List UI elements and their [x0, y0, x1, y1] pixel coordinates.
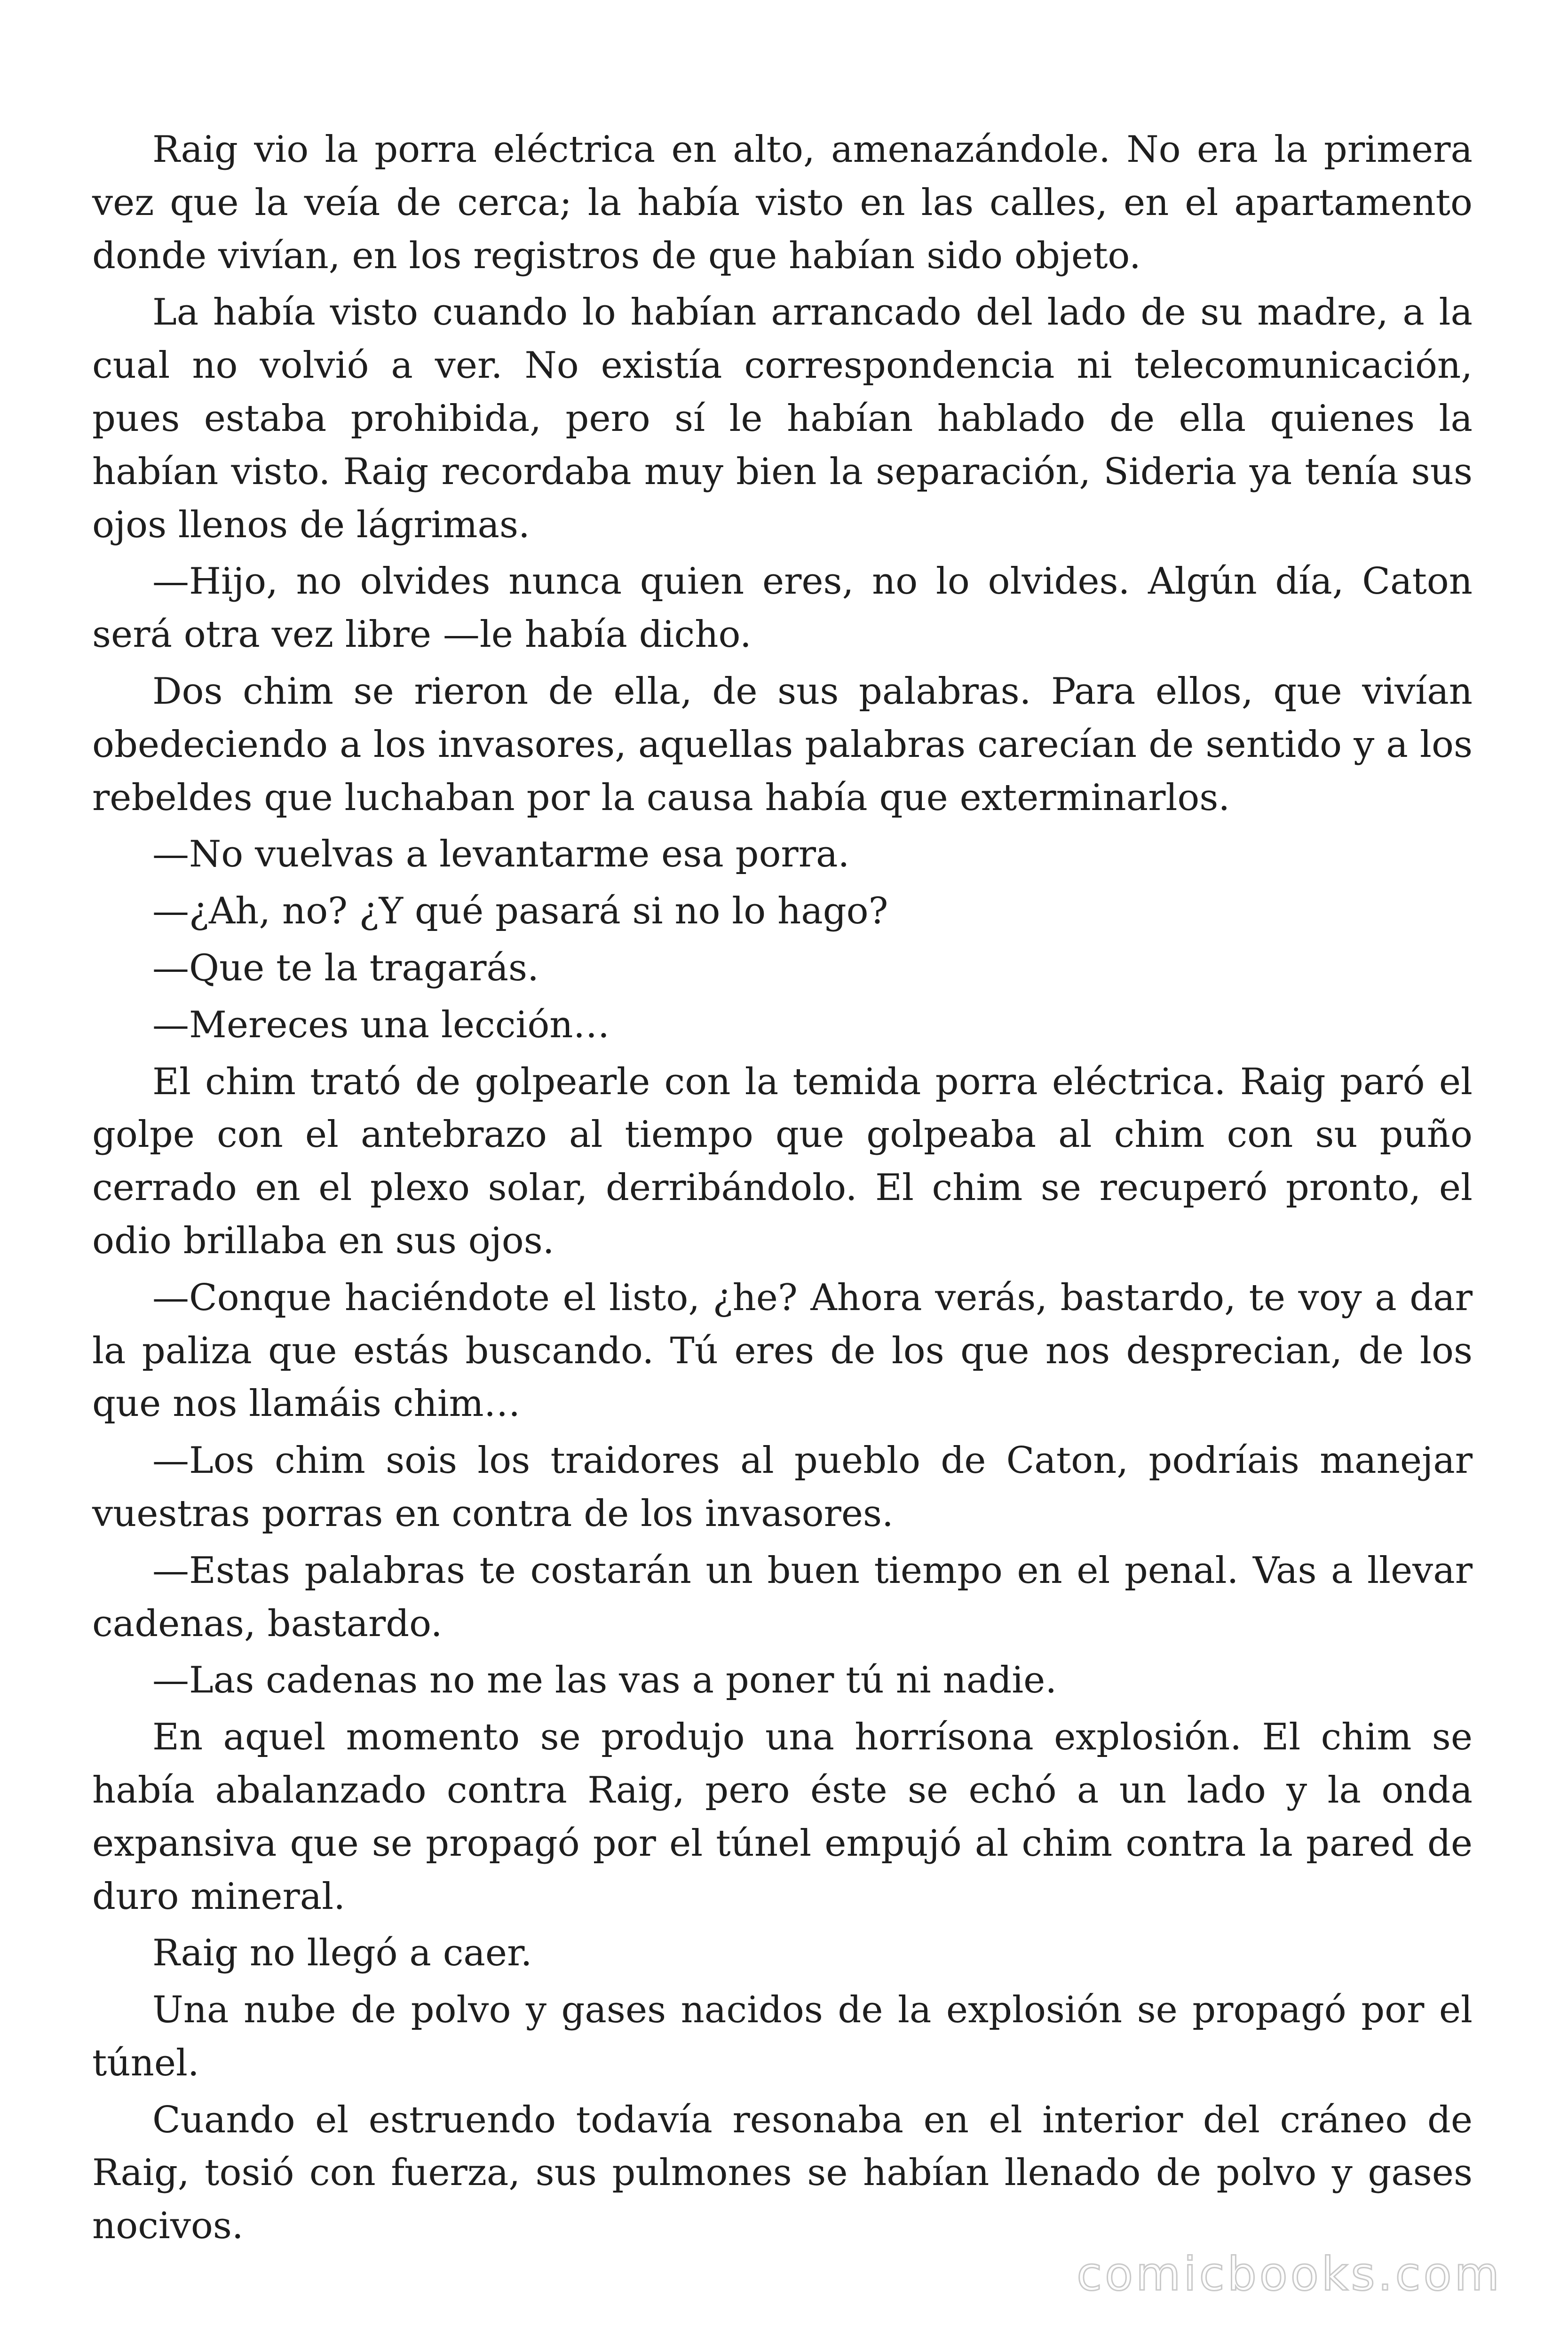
paragraph: —Los chim sois los traidores al pueblo de Caton, podríais manejar vuestras porras en contra de los invasores.	[92, 1439, 1473, 1535]
paragraph: —Estas palabras te costarán un buen tiempo en el penal. Vas a llevar cadenas, bastardo.	[92, 1549, 1473, 1645]
paragraph: —¿Ah, no? ¿Y qué pasará si no lo hago?	[152, 890, 888, 933]
paragraph: —No vuelvas a levantarme esa porra.	[152, 833, 850, 876]
paragraph: —Hijo, no olvides nunca quien eres, no lo olvides. Algún día, Caton será otra vez libre —le había dicho.	[92, 560, 1473, 656]
paragraph: —Que te la tragarás.	[152, 946, 539, 989]
paragraph: La había visto cuando lo habían arrancado del lado de su madre, a la cual no volvió a ver. No existía correspondencia ni telecomunicación, pues estaba prohibida, pero sí le habían hablado de ella quienes la habían visto. Raig recordaba muy bien la separación, Sideria ya tenía sus ojos llenos de lágrimas.	[92, 291, 1473, 546]
paragraph: —Mereces una lección…	[152, 1003, 610, 1046]
watermark-text: comicbooks.com	[1077, 2248, 1502, 2301]
paragraph: Raig vio la porra eléctrica en alto, amenazándole. No era la primera vez que la veía de cerca; la había visto en las calles, en el apartamento donde vivían, en los registros de que habían sido objeto.	[92, 128, 1473, 277]
paragraph: —Conque haciéndote el listo, ¿he? Ahora verás, bastardo, te voy a dar la paliza que estás buscando. Tú eres de los que nos desprecian, de los que nos llamáis chim…	[92, 1276, 1473, 1425]
paragraph: En aquel momento se produjo una horrísona explosión. El chim se había abalanzado contra Raig, pero éste se echó a un lado y la onda expansiva que se propagó por el túnel empujó al chim contra la pared de duro mineral.	[92, 1716, 1473, 1918]
paragraph: Dos chim se rieron de ella, de sus palabras. Para ellos, que vivían obedeciendo a los invasores, aquellas palabras carecían de sentido y a los rebeldes que luchaban por la causa había que exterminarlos.	[92, 670, 1473, 819]
paragraph: Raig no llegó a caer.	[152, 1932, 532, 1975]
paragraph: —Las cadenas no me las vas a poner tú ni nadie.	[152, 1659, 1057, 1702]
body-text	[92, 123, 1473, 2257]
paragraph: El chim trató de golpearle con la temida porra eléctrica. Raig paró el golpe con el antebrazo al tiempo que golpeaba al chim con su puño cerrado en el plexo solar, derribándolo. El chim se recuperó pronto, el odio brillaba en sus ojos.	[92, 1060, 1473, 1262]
paragraph: Cuando el estruendo todavía resonaba en el interior del cráneo de Raig, tosió con fuerza, sus pulmones se habían llenado de polvo y gases nocivos.	[92, 2098, 1473, 2248]
paragraph: Una nube de polvo y gases nacidos de la explosión se propagó por el túnel.	[92, 1989, 1473, 2084]
